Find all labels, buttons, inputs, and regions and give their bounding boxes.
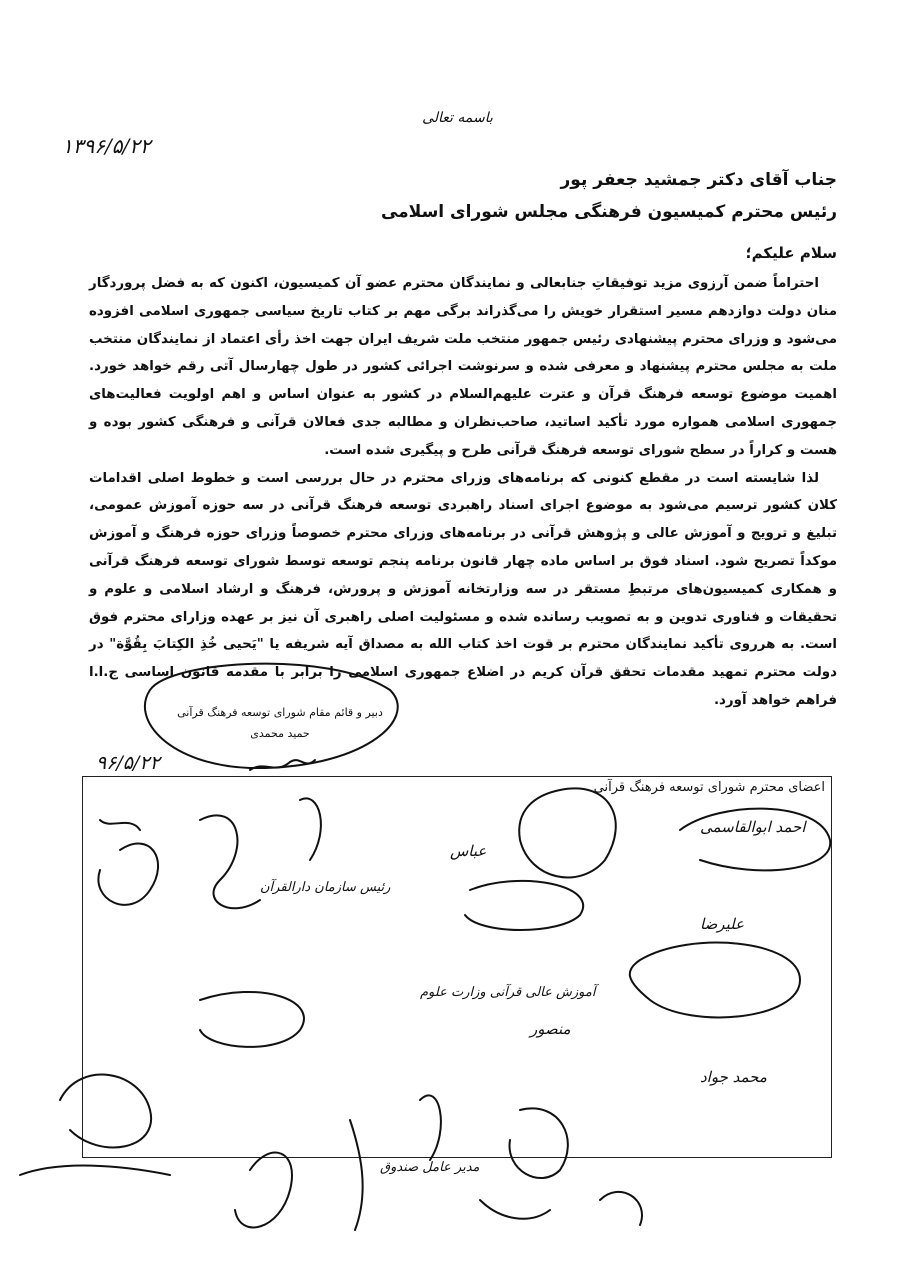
- signer-name: حمید محمدی: [250, 727, 310, 740]
- body-paragraph-1: احتراماً ضمن آرزوی مزید توفیقاتِ جنابعالی و نمایندگان محترم عضو آن کمیسیون، اکنون که به فضل پروردگار منان دولت دوازدهم مسیر استقرار خویش را می‌گذراند برگی مهم بر کتاب تاریخ سیاسی جمهوری اسلامی افزوده می‌شود و وزرای محترم پیشنهادی رئیس جمهور منتخب ملت شریف ایران جهت اخذ رأی اعتماد از نمایندگان منتخب ملت به مجلس محترم پیشنهاد و معرفی شده و سرنوشت اجرائی کشور در طول چهارسال آتی رقم خواهد خورد. اهمیت موضوع توسعه فرهنگ قرآن و عترت علیهم‌السلام در کشور به عنوان اساس و اهم اولویت فعالیت‌های جمهوری اسلامی همواره مورد تأکید اساتید، صاحب‌نظران و مطالبه جدی فعالان قرآنی و فرهنگی کشور بوده و هست و کراراً در سطح شورای توسعه فرهنگ قرآنی طرح و پیگیری شده است.: [89, 276, 837, 458]
- member-note: مدیر عامل صندوق: [380, 1160, 480, 1175]
- signature-scribble: [235, 1153, 292, 1228]
- signature-scribble: [200, 992, 304, 1047]
- signature-scribble: [680, 809, 830, 871]
- member-note: آموزش عالی قرآنی وزارت علوم: [420, 985, 596, 1000]
- signature-scribble: [350, 1120, 363, 1230]
- signature-scribble: [630, 943, 800, 1018]
- member-note: عباس: [450, 842, 487, 860]
- recipient-name: جناب آقای دکتر جمشید جعفر پور: [560, 170, 837, 190]
- recipient-title: رئیس محترم کمیسیون فرهنگی مجلس شورای اسلامی: [380, 202, 837, 222]
- bismillah-heading: باسمه تعالی: [422, 110, 493, 126]
- signature-scribble: [480, 1200, 550, 1219]
- signature-scribble: [100, 820, 140, 830]
- member-note: احمد ابوالقاسمی: [700, 818, 806, 836]
- signature-scribble: [300, 798, 321, 860]
- signature-scribble: [600, 1192, 642, 1225]
- signature-scribble: [60, 1075, 151, 1148]
- signature-scribble: [465, 881, 583, 930]
- member-note: رئیس سازمان دارالقرآن: [260, 880, 391, 895]
- signature-scribble: [98, 844, 158, 905]
- body-paragraph-2: لذا شایسته است در مقطع کنونی که برنامه‌های وزرای محترم در حال بررسی است و خطوط اصلی اقدامات کلان کشور ترسیم می‌شود به موضوع اجرای اسناد راهبردی توسعه فرهنگ قرآنی در سه حوزه آموزش عمومی، تبلیغ و ترویج و آموزش عالی و پژوهش قرآنی در برنامه‌های وزرای محترم خصوصاً وزرای حوزه فرهنگ و آموزش موکداً تصریح شود. اسناد فوق بر اساس ماده چهار قانون برنامه پنجم توسعه توسط شورای توسعه فرهنگ قرآنی و همکاری کمیسیون‌های مرتبطِ مستقر در سه وزارتخانه آموزش و پرورش، فرهنگ و ارشاد اسلامی و علوم و تحقیقات و فناوری تدوین و به تصویب رسانده شده و مسئولیت اصلی راهبری آن نیز بر عهده وزارای محترم فوق است. به هرروی تأکید نمایندگان محترم بر قوت اخذ کتاب الله به مصداق آیه شریفه یا "یَحیی خُذِ الکِتابَ بِقُوَّة" در دولت محترم تمهید مقدمات تحقق قرآن کریم در اضلاع جمهوری اسلامی را برابر با مقدمه قانون اساسی ج.ا.ا فراهم خواهد آورد.: [89, 470, 837, 708]
- greeting: سلام علیکم؛: [745, 244, 837, 262]
- signature-scribble: [420, 1095, 441, 1160]
- signature-scribble: [519, 788, 616, 877]
- signature-scribble: [200, 815, 260, 908]
- member-note: منصور: [530, 1020, 571, 1038]
- member-note: محمد جواد: [700, 1068, 767, 1086]
- signature-scribble: [510, 1108, 568, 1178]
- signature-date: ۹۶/۵/۲۲: [96, 752, 160, 774]
- signature-scribble: [20, 1166, 170, 1175]
- member-note: علیرضا: [700, 915, 745, 933]
- signer-title: دبیر و قائم مقام شورای توسعه فرهنگ قرآنی: [177, 706, 383, 719]
- members-label: اعضای محترم شورای توسعه فرهنگ قرآنی: [593, 780, 825, 795]
- signature-scribble: [145, 664, 398, 768]
- letter-date: ۱۳۹۶/۵/۲۲: [62, 134, 151, 158]
